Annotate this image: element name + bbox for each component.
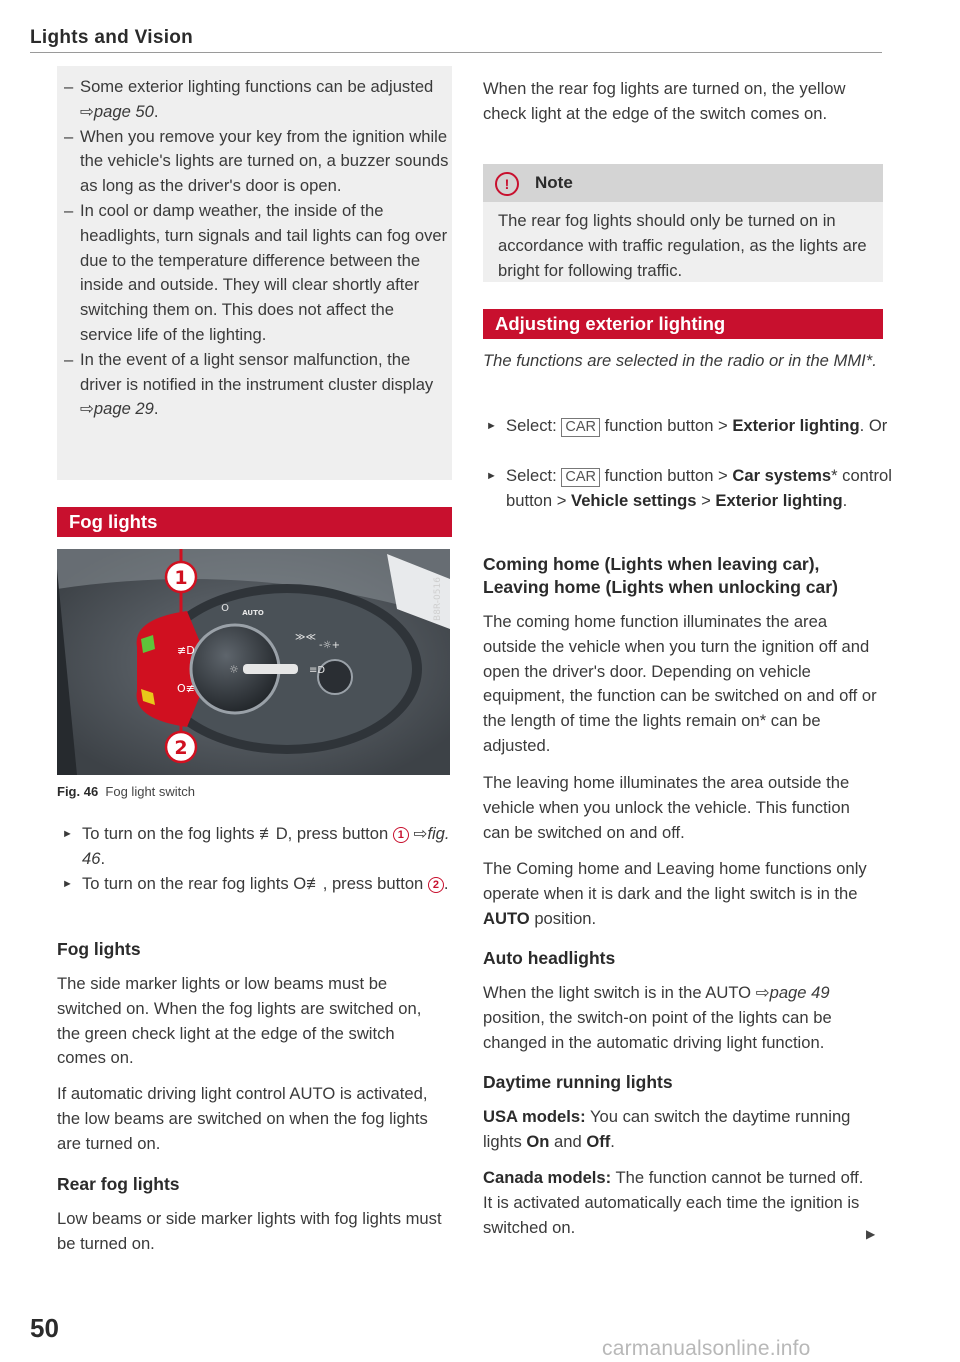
- bullet-item: – In the event of a light sensor malfunction, the driver is notified in the instrument cluster display ⇨page 29.: [57, 348, 449, 422]
- paragraph-auto-headlights: When the light switch is in the AUTO ⇨page 49 position, the switch-on point of the lights can be changed in the automatic driving light function.: [483, 983, 832, 1052]
- header-rule: [30, 52, 882, 53]
- dimmer-icon: -☼+: [319, 640, 340, 651]
- paragraph-canada-models: Canada models: The function cannot be turned off. It is activated automatically each time the ignition is switched on.: [483, 1168, 864, 1237]
- page-number: 50: [30, 1313, 59, 1343]
- paragraph-usa-models: USA models: You can switch the daytime running lights On and Off.: [483, 1107, 851, 1151]
- parking-light-icon: ☼: [229, 663, 239, 676]
- bullet-list: [57, 75, 449, 422]
- side-light-icon: ≫≪: [295, 632, 316, 643]
- select-step-2: ► Select: CAR function button > Car systems* control button > Vehicle settings > Exterior lighting.: [486, 464, 896, 514]
- front-fog-icon: ≢D: [177, 644, 195, 657]
- auto-label: AUTO: [242, 609, 264, 617]
- car-button: CAR: [561, 468, 600, 487]
- car-button: CAR: [561, 418, 600, 437]
- rear-fog-icon: O≢: [177, 682, 195, 695]
- figure-caption: Fig. 46 Fog light switch: [57, 784, 196, 799]
- paragraph-fog-2: If automatic driving light control AUTO is activated, the low beams are switched on when the fog lights are turned on.: [57, 1084, 428, 1153]
- figure-code: B8R-0516: [433, 577, 443, 621]
- bullet-item: – When you remove your key from the ignition while the vehicle's lights are turned on, a buzzer sounds as long as the driver's door is open.: [57, 125, 449, 199]
- step-rear-fog-on: ► To turn on the rear fog lights O≢, press button 2 .: [62, 872, 467, 897]
- heading-coming-leaving-home: Coming home (Lights when leaving car), Leaving home (Lights when unlocking car): [483, 554, 838, 597]
- paragraph-coming-home: The coming home function illuminates the area outside the vehicle when you turn the ignition off and open the driver's door. Depending on vehicle equipment, the function can be switched on and off or the length of time the lights remain on* can be adjusted.: [483, 612, 877, 755]
- section-title-fog-lights: Fog lights: [57, 507, 452, 537]
- paragraph-leaving-home: The leaving home illuminates the area outside the vehicle when you unlock the vehicle. This function can be switched on and off.: [483, 773, 850, 842]
- callout-1: 1: [174, 567, 188, 589]
- watermark: carmanualsonline.info: [602, 1337, 811, 1360]
- callout-ref-1: 1: [393, 827, 409, 843]
- bullet-item: – Some exterior lighting functions can be adjusted ⇨page 50.: [57, 75, 449, 125]
- paragraph-rear-fog: Low beams or side marker lights with fog lights must be turned on.: [57, 1209, 442, 1253]
- heading-daytime-running-lights: Daytime running lights: [483, 1072, 673, 1092]
- continue-arrow-icon: ▶: [866, 1227, 876, 1241]
- heading-auto-headlights: Auto headlights: [483, 948, 616, 968]
- page-reference-link[interactable]: ⇨page 49: [755, 983, 830, 1002]
- heading-fog-lights: Fog lights: [57, 939, 141, 959]
- off-label: O: [221, 603, 229, 614]
- paragraph-auto-requirement: The Coming home and Leaving home functions only operate when it is dark and the light switch is in the AUTO position.: [483, 859, 867, 928]
- note-label: Note: [535, 173, 573, 192]
- paragraph-fog-1: The side marker lights or low beams must be switched on. When the fog lights are switched on, the green check light at the edge of the switch comes on.: [57, 974, 422, 1068]
- page-header-title: Lights and Vision: [30, 27, 194, 48]
- section-title-adjusting-exterior-lighting: Adjusting exterior lighting: [483, 309, 883, 339]
- select-step-1: ► Select: CAR function button > Exterior lighting. Or: [486, 414, 896, 439]
- callout-2: 2: [174, 737, 188, 759]
- step-fog-on: ► To turn on the fog lights ≢D, press button 1 ⇨fig. 46.: [62, 822, 467, 872]
- callout-ref-2: 2: [428, 877, 444, 893]
- heading-rear-fog-lights: Rear fog lights: [57, 1174, 180, 1194]
- note-header: [483, 164, 883, 202]
- page-reference-link[interactable]: ⇨page 29: [80, 399, 154, 419]
- note-box: [483, 164, 883, 282]
- warning-circle-icon: !: [495, 172, 519, 196]
- fog-light-switch-figure: [57, 549, 450, 775]
- low-beam-icon: ≡D: [309, 665, 326, 676]
- bullet-item: – In cool or damp weather, the inside of the headlights, turn signals and tail lights can fog over due to the temperature difference between the inside and outside. They will clear shortly after switching them on. This does not affect the service life of the lighting.: [57, 199, 449, 348]
- paragraph-rear-fog-check: When the rear fog lights are turned on, the yellow check light at the edge of the switch comes on.: [483, 79, 846, 123]
- page-reference-link[interactable]: ⇨page 50: [80, 101, 154, 121]
- figure-reference-link[interactable]: ⇨fig. 46: [82, 824, 450, 868]
- fog-switch-illustration: [57, 549, 450, 775]
- intro-italic: The functions are selected in the radio or in the MMI*.: [483, 351, 877, 370]
- note-text: The rear fog lights should only be turned on in accordance with traffic regulation, as the lights are bright for following traffic.: [498, 211, 867, 280]
